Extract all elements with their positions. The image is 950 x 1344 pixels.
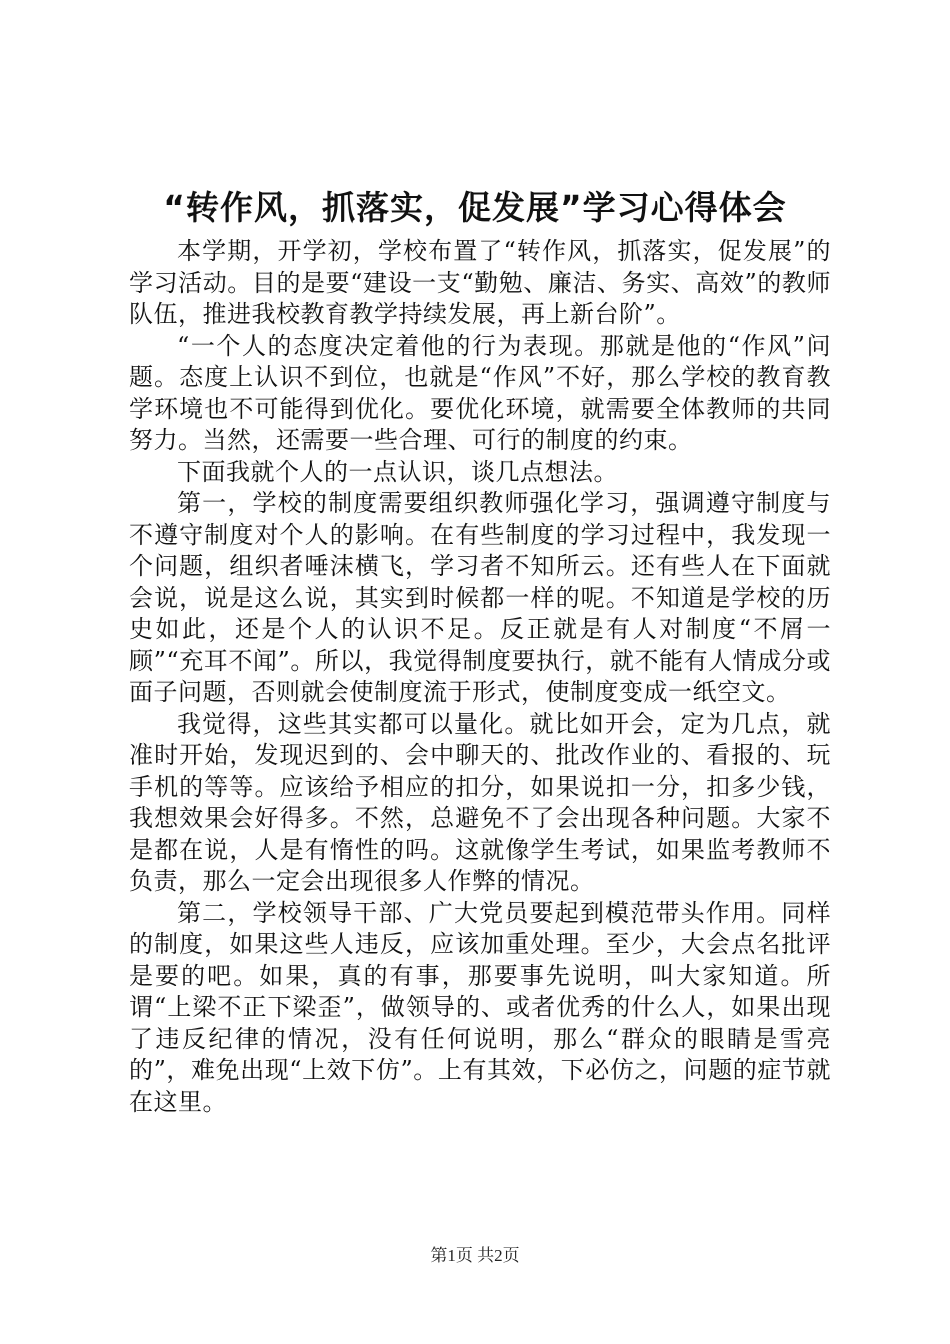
page-number-footer: 第1页 共2页	[430, 1246, 520, 1265]
paragraph-point-one: 第一，学校的制度需要组织教师强化学习，强调遵守制度与不遵守制度对个人的影响。在有些制度的学习过程中，我发现一个问题，组织者唾沫横飞，学习者不知所云。还有些人在下面就会说，说是这么说，其实到时候都一样的呢。不知道是学校的历史如此，还是个人的认识不足。反正就是有人对制度“不屑一顾”“充耳不闻”。所以，我觉得制度要执行，就不能有人情成分或面子问题，否则就会使制度流于形式，使制度变成一纸空文。	[129, 489, 831, 706]
paragraph-intro: 本学期，开学初，学校布置了“转作风，抓落实，促发展”的学习活动。目的是要“建设一支“勤勉、廉洁、务实、高效”的教师队伍，推进我校教育教学持续发展，再上新台阶”。	[129, 237, 831, 328]
paragraph-point-two: 第二，学校领导干部、广大党员要起到模范带头作用。同样的制度，如果这些人违反，应该加重处理。至少，大会点名批评是要的吧。如果，真的有事，那要事先说明，叫大家知道。所谓“上梁不正下梁歪”，做领导的、或者优秀的什么人，如果出现了违反纪律的情况，没有任何说明，那么“群众的眼睛是雪亮的”，难免出现“上效下仿”。上有其效，下必仿之，问题的症节就在这里。	[129, 898, 831, 1116]
paragraph-attitude: “一个人的态度决定着他的行为表现。那就是他的“作风”问题。态度上认识不到位，也就是“作风”不好，那么学校的教育教学环境也不可能得到优化。要优化环境，就需要全体教师的共同努力。当然，还需要一些合理、可行的制度的约束。	[129, 331, 831, 454]
document-title: “转作风，抓落实，促发展”学习心得体会	[163, 188, 787, 227]
paragraph-quantify: 我觉得，这些其实都可以量化。就比如开会，定为几点，就准时开始，发现迟到的、会中聊天的、批改作业的、看报的、玩手机的等等。应该给予相应的扣分，如果说扣一分，扣多少钱，我想效果会好得多。不然，总避免不了会出现各种问题。大家不是都在说，人是有惰性的吗。这就像学生考试，如果监考教师不负责，那么一定会出现很多人作弊的情况。	[129, 709, 831, 895]
document-body	[129, 236, 831, 1118]
paragraph-transition: 下面我就个人的一点认识，谈几点想法。	[177, 457, 618, 486]
